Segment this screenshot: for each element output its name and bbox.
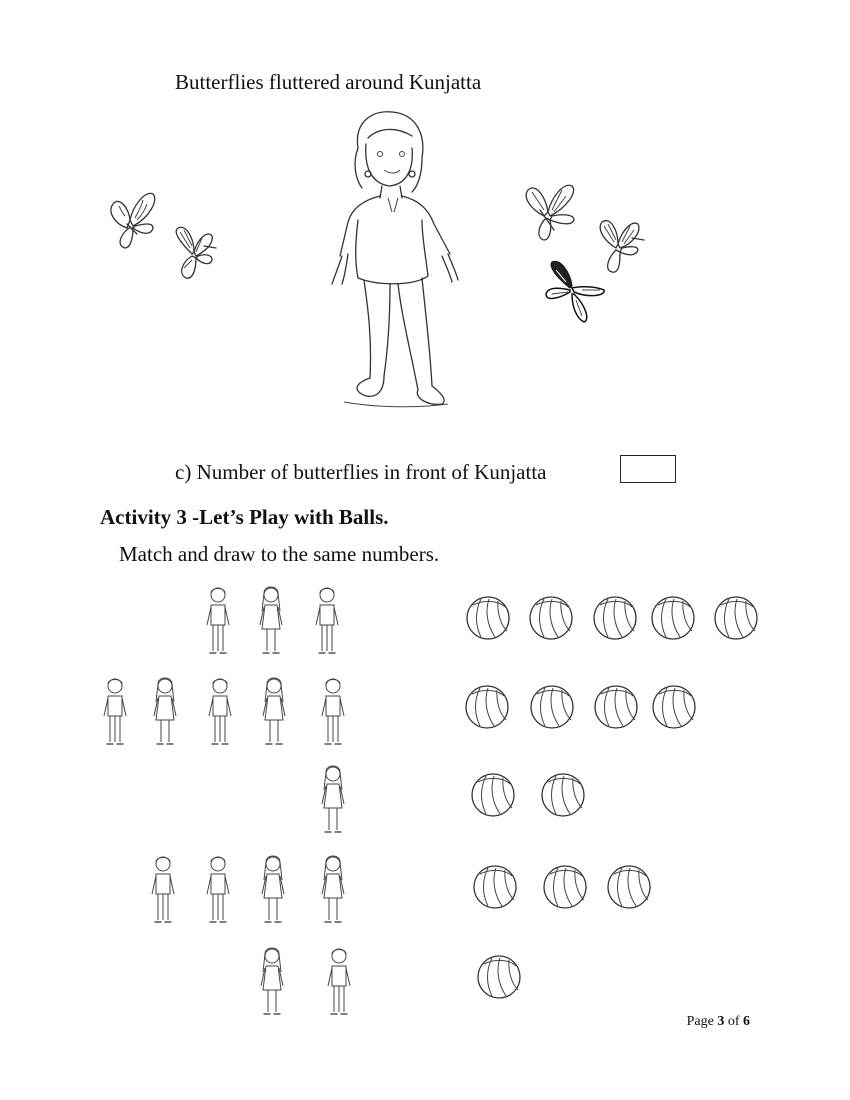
ball-icon bbox=[593, 684, 639, 730]
ball-icon bbox=[476, 954, 522, 1000]
boy-child-icon bbox=[205, 854, 231, 928]
page-of-label: of bbox=[727, 1014, 740, 1029]
ball-icon bbox=[592, 595, 638, 641]
ball-icon bbox=[529, 684, 575, 730]
girl-child-icon bbox=[258, 585, 284, 659]
question-body: Number of butterflies in front of Kunjatta bbox=[196, 460, 547, 484]
girl-illustration bbox=[318, 108, 468, 410]
ball-icon bbox=[651, 684, 697, 730]
activity-heading: Activity 3 -Let’s Play with Balls. bbox=[100, 505, 389, 529]
girl-child-icon bbox=[261, 676, 287, 750]
girl-child-icon bbox=[259, 946, 285, 1020]
page-footer bbox=[687, 1014, 750, 1030]
question-text bbox=[175, 460, 546, 485]
boy-child-icon bbox=[320, 676, 346, 750]
boy-child-icon bbox=[326, 946, 352, 1020]
page-total: 6 bbox=[743, 1014, 750, 1029]
question-prefix: c) bbox=[175, 460, 192, 484]
ball-icon bbox=[470, 772, 516, 818]
activity-instruction: Match and draw to the same numbers. bbox=[119, 542, 440, 566]
girl-child-icon bbox=[320, 854, 346, 928]
ball-icon bbox=[465, 595, 511, 641]
ball-icon bbox=[540, 772, 586, 818]
ball-icon bbox=[606, 864, 652, 910]
butterfly-icon bbox=[520, 180, 578, 246]
boy-child-icon bbox=[205, 585, 231, 659]
page-current: 3 bbox=[717, 1014, 725, 1029]
butterfly-icon bbox=[168, 224, 218, 284]
page-label: Page bbox=[686, 1014, 714, 1029]
boy-child-icon bbox=[102, 676, 128, 750]
ball-icon bbox=[542, 864, 588, 910]
answer-box[interactable] bbox=[620, 455, 676, 483]
girl-child-icon bbox=[152, 676, 178, 750]
ball-icon bbox=[464, 684, 510, 730]
boy-child-icon bbox=[150, 854, 176, 928]
ball-icon bbox=[650, 595, 696, 641]
ball-icon bbox=[472, 864, 518, 910]
butterfly-icon bbox=[105, 188, 160, 253]
ball-icon bbox=[713, 595, 759, 641]
butterfly-icon bbox=[542, 258, 610, 326]
boy-child-icon bbox=[314, 585, 340, 659]
girl-child-icon bbox=[320, 764, 346, 838]
ball-icon bbox=[528, 595, 574, 641]
boy-child-icon bbox=[207, 676, 233, 750]
story-title: Butterflies fluttered around Kunjatta bbox=[175, 70, 482, 94]
girl-child-icon bbox=[260, 854, 286, 928]
